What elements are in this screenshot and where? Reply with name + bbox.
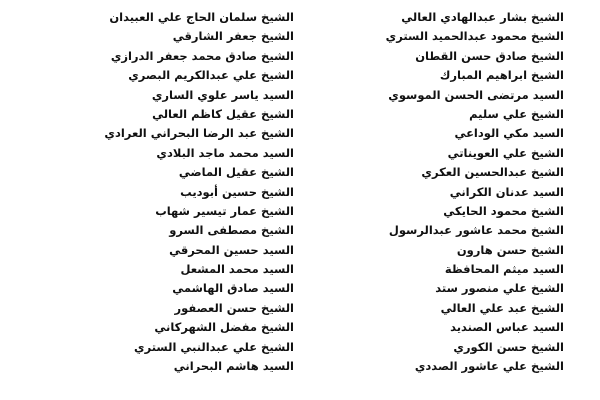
name-entry: الشيخ صادق حسن القطان [415,48,564,63]
name-entry: الشيخ بشار عبدالهادي العالي [401,10,564,24]
name-entry: الشيخ عبد علي العالي [440,300,564,315]
name-entry: الشيخ جعفر الشارقي [172,29,294,44]
right-name-column [334,8,564,376]
name-entry: الشيخ علي عبدالنبي الستري [134,339,294,354]
name-entry: السيد عدنان الكراني [449,184,564,199]
name-entry: الشيخ علي عبدالكريم البصري [128,68,294,83]
name-entry: الشيخ علي عاشور الصددي [414,359,564,374]
name-entry: السيد ياسر علوي الساري [151,87,294,102]
name-entry: الشيخ حسن الكوري [453,339,564,354]
name-entry: الشيخ حسن العصفور [174,300,294,315]
name-entry: السيد عباس الصنديد [450,320,564,335]
name-entry: الشيخ مفضل الشهركاني [154,320,294,335]
name-entry: الشيخ محمد عاشور عبدالرسول [388,223,564,238]
name-entry: الشيخ مصطفى السرو [169,223,294,238]
name-entry: الشيخ عمار تيسير شهاب [155,203,294,218]
name-entry: السيد حسين المحرقي [169,242,294,257]
name-entry: الشيخ عقيل الماضي [178,165,294,180]
name-entry: الشيخ عبد الرضا البحراني العرادي [104,126,294,141]
left-name-column [44,8,294,376]
name-entry: الشيخ حسن هارون [456,242,564,257]
name-entry: الشيخ صادق محمد جعفر الدرازي [110,48,294,63]
name-entry: السيد هاشم البحراني [173,359,294,374]
name-entry: الشيخ سلمان الحاج علي العبيدان [109,10,294,24]
name-entry: السيد محمد المشعل [180,262,294,277]
name-entry: الشيخ علي سليم [469,106,564,121]
name-entry: الشيخ علي منصور ستد [435,281,564,296]
name-entry: السيد مكي الوداعي [454,126,564,141]
name-entry: الشيخ محمود عبدالحميد الستري [385,29,564,44]
name-entry: الشيخ علي العويناتي [447,145,564,160]
name-entry: الشيخ عقيل كاظم العالي [152,106,294,121]
name-entry: الشيخ عبدالحسين العكري [421,165,564,180]
name-entry: السيد ميثم المحافظة [444,262,564,277]
name-entry: الشيخ ابراهيم المبارك [439,68,564,83]
name-entry: السيد محمد ماجد البلادي [156,145,294,160]
name-entry: السيد مرتضى الحسن الموسوي [388,87,564,102]
name-entry: السيد صادق الهاشمي [172,281,294,296]
name-entry: الشيخ حسين أبوديب [180,184,294,199]
name-entry: الشيخ محمود الحايكي [443,203,564,218]
